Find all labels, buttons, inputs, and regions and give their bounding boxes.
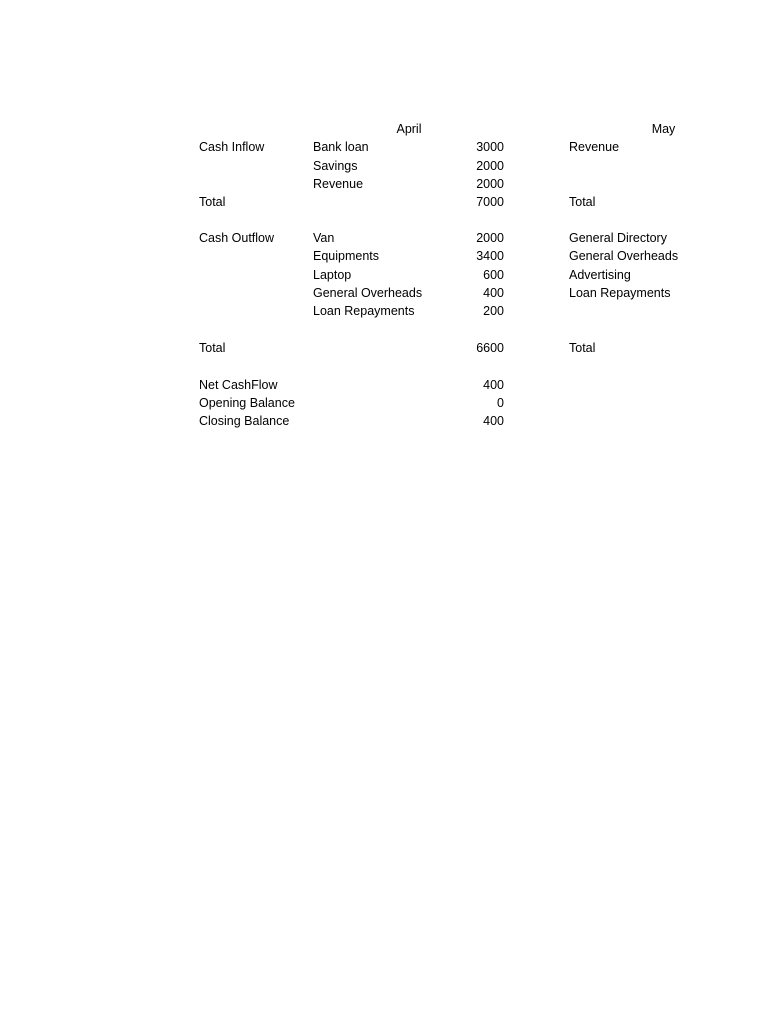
row-value: 7000	[476, 195, 504, 209]
row-value: 400	[483, 414, 504, 428]
row-value: 400	[483, 378, 504, 392]
row-value: 0	[497, 396, 504, 410]
row-value: 400	[483, 286, 504, 300]
row-may-item: Total	[569, 341, 596, 355]
row-item: Equipments	[313, 249, 380, 263]
row-value: 3000	[476, 140, 504, 154]
row-label: Total	[199, 195, 226, 209]
row-item: Van	[313, 231, 335, 245]
row-general-overheads	[0, 284, 768, 302]
row-may-item: Loan Repayments	[569, 286, 671, 300]
row-net-cashflow	[0, 376, 768, 394]
row-value: 2000	[476, 177, 504, 191]
row-opening-balance	[0, 394, 768, 412]
row-may-item: Revenue	[569, 140, 620, 154]
row-value: 600	[483, 268, 504, 282]
row-inflow-total	[0, 193, 768, 211]
row-item: Laptop	[313, 268, 352, 282]
row-value: 2000	[476, 159, 504, 173]
header-may: May	[651, 122, 676, 136]
row-label: Cash Outflow	[199, 231, 275, 245]
row-label: Opening Balance	[199, 396, 295, 410]
row-value: 200	[483, 304, 504, 318]
row-savings	[0, 157, 768, 175]
row-outflow-total	[0, 339, 768, 357]
row-item: General Overheads	[313, 286, 423, 300]
row-label: Total	[199, 341, 226, 355]
row-value: 6600	[476, 341, 504, 355]
row-may-item: General Overheads	[569, 249, 679, 263]
row-item: Loan Repayments	[313, 304, 415, 318]
row-value: 3400	[476, 249, 504, 263]
row-may-item: Advertising	[569, 268, 631, 282]
row-item: Savings	[313, 159, 358, 173]
row-label: Closing Balance	[199, 414, 290, 428]
row-laptop	[0, 266, 768, 284]
row-label: Net CashFlow	[199, 378, 278, 392]
row-may-item: Total	[569, 195, 596, 209]
row-value: 2000	[476, 231, 504, 245]
row-cash-inflow-bank-loan	[0, 138, 768, 156]
header-april: April	[396, 122, 422, 136]
row-revenue	[0, 175, 768, 193]
header-row	[0, 120, 768, 138]
row-item: Revenue	[313, 177, 364, 191]
row-cash-outflow-van	[0, 229, 768, 247]
row-equipments	[0, 247, 768, 265]
row-loan-repayments	[0, 302, 768, 320]
row-label: Cash Inflow	[199, 140, 265, 154]
row-closing-balance	[0, 412, 768, 430]
row-may-item: General Directory	[569, 231, 667, 245]
row-item: Bank loan	[313, 140, 369, 154]
